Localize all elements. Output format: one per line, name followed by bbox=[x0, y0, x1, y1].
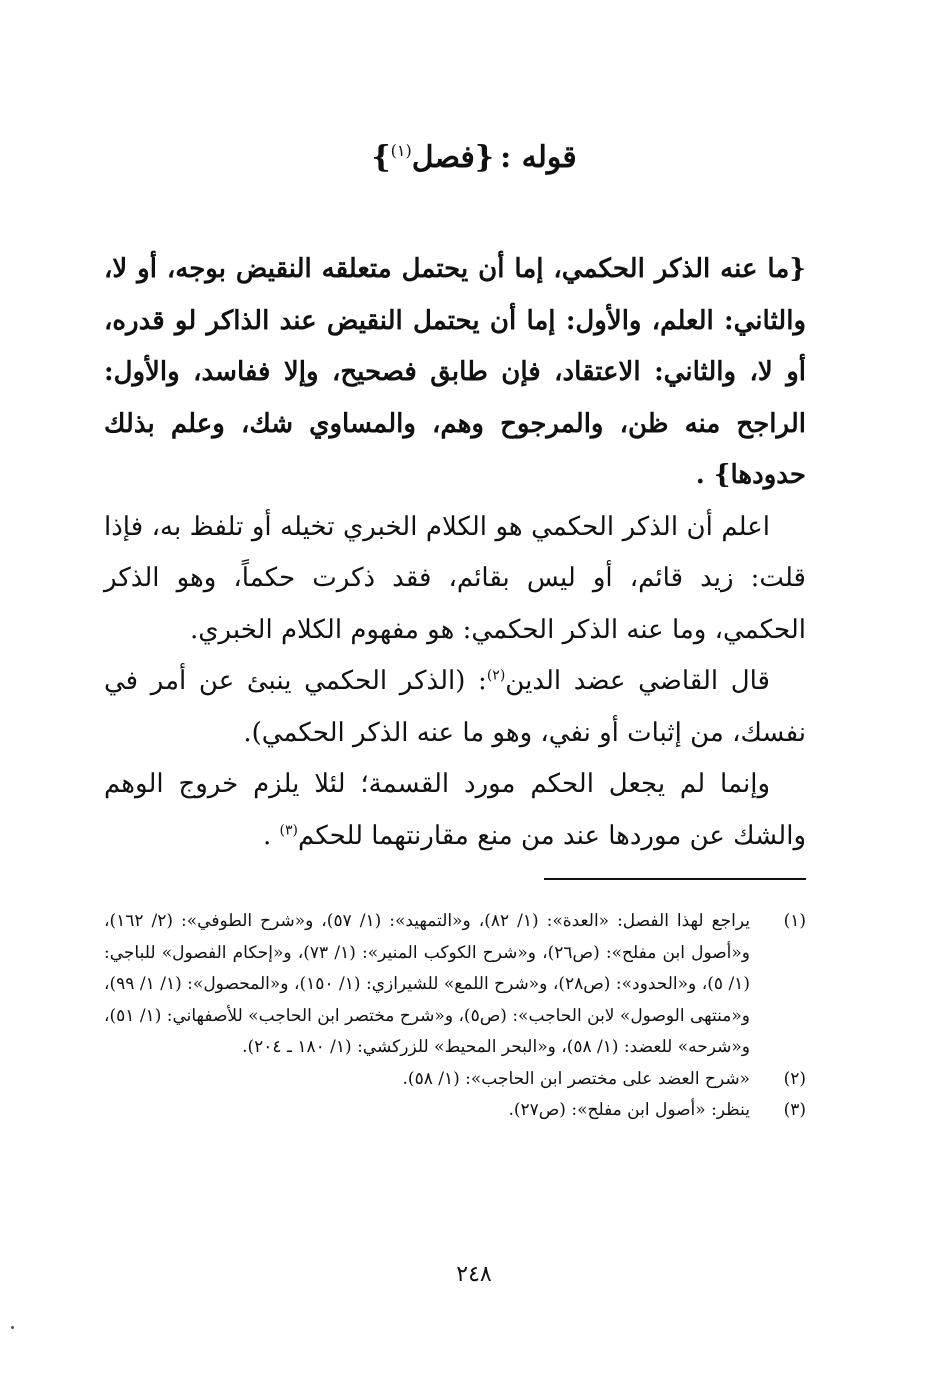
paragraph-3-end: . bbox=[263, 820, 280, 851]
footnote-number: (٢) bbox=[783, 1068, 806, 1089]
scan-speck bbox=[11, 1326, 14, 1329]
footnote-ref-3: (٣) bbox=[279, 821, 299, 838]
heading-prefix: قوله : bbox=[500, 140, 577, 175]
paragraph-2-start: قال القاضي عضد الدين bbox=[505, 666, 770, 696]
footnote-2 bbox=[104, 1064, 806, 1096]
footnote-3 bbox=[104, 1095, 806, 1127]
heading-title bbox=[371, 140, 494, 175]
footnote-1 bbox=[104, 906, 806, 1064]
commentary-paragraph-1: اعلم أن الذكر الحكمي هو الكلام الخبري تخيله أو تلفظ به، فإذا قلت: زيد قائم، أو ليس بقائم، فقد ذكرت حكماً، وهو الذكر الحكمي، وما عنه الذكر الحكمي: هو مفهوم الكلام الخبري. bbox=[104, 511, 806, 645]
heading-title-text: {فصل bbox=[411, 140, 495, 175]
matn-paragraph: {ما عنه الذكر الحكمي، إما أن يحتمل متعلقه النقيض بوجه، أو لا، والثاني: العلم، والأول: إما أن يحتمل النقيض عند الذاكر لو قدره، أو لا، والثاني: الاعتقاد، فإن طابق فصحيح، وإلا ففاسد، والأول: الراجح منه ظن، والمرجوح وهم، والمساوي شك، وعلم بذلك حدودها} . bbox=[104, 254, 806, 490]
heading-footnote-ref: (١) bbox=[390, 141, 412, 160]
footnote-separator bbox=[544, 878, 806, 880]
footnote-ref-2: (٢) bbox=[486, 667, 506, 684]
section-heading bbox=[0, 140, 948, 175]
footnote-text: ينظر: «أصول ابن مفلح»: (ص٢٧). bbox=[508, 1100, 750, 1120]
footnote-text: «شرح العضد على مختصر ابن الحاجب»: (١/ ٥٨). bbox=[402, 1068, 750, 1089]
commentary-paragraph-3 bbox=[104, 759, 806, 862]
footnote-text: يراجع لهذا الفصل: «العدة»: (١/ ٨٢)، و«التمهيد»: (١/ ٥٧)، و«شرح الطوفي»: (٢/ ١٦٢)، و«أصول ابن مفلح»: (ص٢٦)، و«شرح الكوكب المنير»: (١/ ٧٣)، و«إحكام الفصول» للباجي: (١/ ٥)، و«الحدود»: (ص٢٨)، و«شرح اللمع» للشيرازي: (١/ ١٥٠)، و«المحصول»: (١/ ١/ ٩٩)، و«منتهى الوصول» لابن الحاجب»: (ص٥)، و«شرح مختصر ابن الحاجب» للأصفهاني: (١/ ٥١)، و«شرحه» للعضد: (١/ ٥٨)، و«البحر المحيط» للزركشي: (١/ ١٨٠ ـ ٢٠٤). bbox=[104, 911, 751, 1057]
paragraph-3-start: وإنما لم يجعل الحكم مورد القسمة؛ لئلا يلزم خروج الوهم والشك عن موردها عند من منع مقارنتهما للحكم bbox=[104, 769, 806, 851]
heading-close-brace: } bbox=[371, 140, 391, 175]
page-number: ٢٤٨ bbox=[456, 1262, 492, 1287]
body-text bbox=[104, 244, 806, 862]
footnote-number: (٣) bbox=[783, 1100, 806, 1120]
footnote-number: (١) bbox=[783, 911, 806, 931]
commentary-paragraph-2 bbox=[104, 656, 806, 759]
paragraph-2-end: : (الذكر الحكمي ينبئ عن أمر في نفسك، من إثبات أو نفي، وهو ما عنه الذكر الحكمي). bbox=[104, 666, 806, 748]
footnotes-section bbox=[104, 906, 806, 1127]
